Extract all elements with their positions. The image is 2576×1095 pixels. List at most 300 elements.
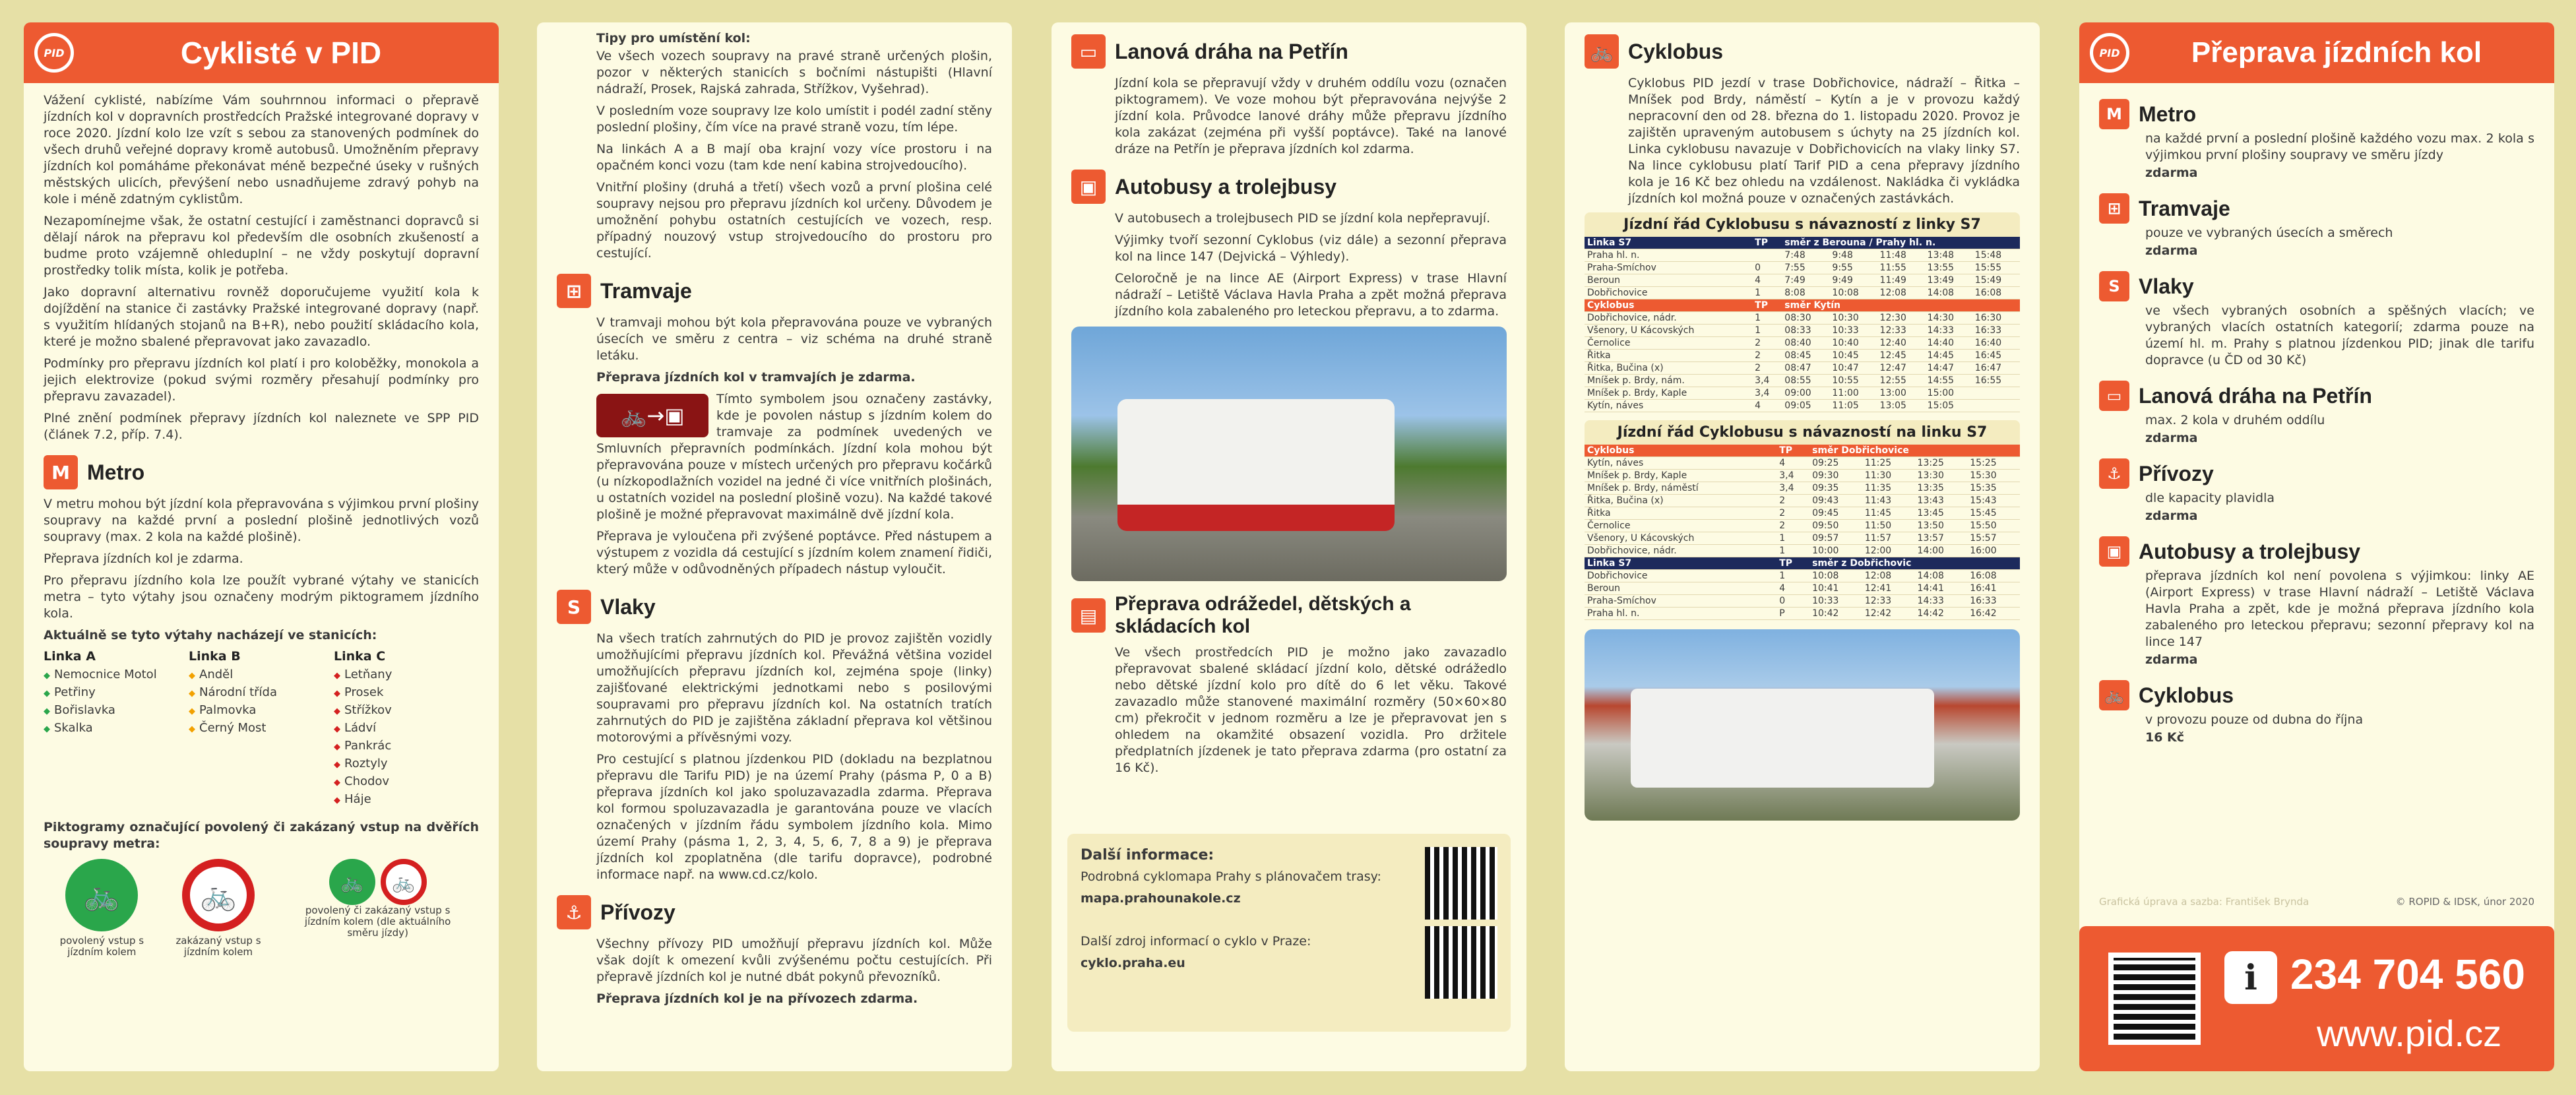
map-link[interactable]: mapa.prahounakole.cz (1081, 891, 1241, 906)
cyklo-link[interactable]: cyklo.praha.eu (1081, 956, 1185, 970)
metro-icon: M (44, 455, 78, 489)
timetable-cell: 16:40 (1972, 337, 2020, 350)
timetable-cell: Mníšek p. Brdy, nám. (1585, 375, 1752, 387)
tips-text-3: Na linkách A a B mají oba krajní vozy více prostoru i na opačném konci vozu (tam kde není kabina strojvedoucího). (596, 142, 992, 173)
timetable-cell: 14:33 (1925, 325, 1972, 337)
bicycle-forbidden-small-icon: 🚲 (381, 859, 427, 905)
more-info-title: Další informace: (1081, 847, 1214, 863)
line-a-station: ◆ Petřiny (44, 684, 189, 702)
timetable-cell: 1 (1752, 325, 1782, 337)
timetable-cell: 3,4 (1752, 387, 1782, 400)
timetable-cell: 2 (1752, 362, 1782, 375)
timetable-cell: 13:35 (1915, 482, 1968, 495)
line-c-station: ◆ Roztyly (334, 755, 479, 773)
timetable-cell: 0 (1752, 262, 1782, 274)
summary-item (2099, 458, 2534, 524)
panel-cyklobus (1565, 22, 2040, 1071)
metro-text-3: Pro přepravu jízdního kola lze použít vybrané výtahy ve stanicích metra – tyto výtahy jsou označeny modrým piktogramem jízdního kola. (44, 573, 479, 621)
timetable-header (1585, 299, 2020, 312)
timetable-row (1585, 608, 2020, 620)
qr-code-pid (2108, 953, 2201, 1045)
timetable-cell: 11:45 (1862, 507, 1915, 520)
timetable-cell: 09:45 (1809, 507, 1862, 520)
timetable-cell: 13:05 (1877, 400, 1925, 412)
timetable-cell: 15:57 (1967, 532, 2020, 545)
tram-heading: Tramvaje (600, 278, 692, 303)
timetable-cell: 16:08 (1972, 287, 2020, 299)
timetable-header-cell: Cyklobus (1585, 299, 1752, 312)
kids-heading: Přeprava odrážedel, dětských a skládacích kol (1115, 593, 1411, 637)
timetable-cell: 10:41 (1809, 582, 1862, 595)
summary-item-text: pouze ve vybraných úsecích a směrech (2145, 226, 2393, 240)
picto-allowed: 🚲 povolený vstup s jízdním kolem (59, 859, 144, 958)
timetable-cell (1752, 249, 1782, 262)
timetable-cell: 11:48 (1877, 249, 1925, 262)
summary-item-text: na každé první a poslední plošině každého vozu max. 2 kola s výjimkou první plošiny soupravy ve směru jízdy (2145, 131, 2534, 162)
timetable-cell: 4 (1752, 400, 1782, 412)
summary-item (2099, 381, 2534, 447)
timetable-cell: 13:57 (1915, 532, 1968, 545)
summary-item (2099, 680, 2534, 746)
timetable-cell: 09:25 (1809, 457, 1862, 470)
line-b-station: ◆ Anděl (189, 666, 334, 684)
timetable-cell: 13:48 (1925, 249, 1972, 262)
timetable-cell: 1 (1776, 532, 1809, 545)
train-heading: Vlaky (600, 594, 656, 619)
timetable-cell: 11:35 (1862, 482, 1915, 495)
timetable-cell: Dobřichovice, nádr. (1585, 545, 1776, 557)
summary-item (2099, 271, 2534, 369)
credit-text: Grafická úprava a sazba: František Brynda (2099, 896, 2309, 908)
timetable-cell: Praha hl. n. (1585, 249, 1752, 262)
timetable-row (1585, 312, 2020, 325)
timetable-cell: 09:30 (1809, 470, 1862, 482)
timetable-cell: 7:49 (1782, 274, 1829, 287)
timetable-cell: 16:33 (1972, 325, 2020, 337)
timetable-header (1585, 557, 2020, 570)
timetable-cell: 15:05 (1925, 400, 1972, 412)
more-info-text-2: Další zdroj informací o cyklo v Praze: (1081, 934, 1311, 949)
timetable-cell: 13:45 (1915, 507, 1968, 520)
timetable-cell: 11:43 (1862, 495, 1915, 507)
funicular-heading: Lanová dráha na Petřín (1115, 39, 1348, 63)
timetable-cell: 11:00 (1829, 387, 1877, 400)
timetable-cell: 10:33 (1829, 325, 1877, 337)
timetable-cell: 09:05 (1782, 400, 1829, 412)
timetable-header (1585, 445, 2020, 457)
timetable-cell: Řitka, Bučina (x) (1585, 362, 1752, 375)
timetable-cell: 12:41 (1862, 582, 1915, 595)
timetable-cell: 15:48 (1972, 249, 2020, 262)
timetable-cell: 16:33 (1967, 595, 2020, 608)
timetable-cell: Kytín, náves (1585, 457, 1776, 470)
funicular-icon: ▭ (1071, 34, 1106, 69)
timetable-cell: 3,4 (1776, 470, 1809, 482)
summary-item-fare: 16 Kč (2145, 730, 2185, 745)
ferry-icon: ⚓ (557, 895, 591, 929)
timetable-cell: 1 (1776, 545, 1809, 557)
summary-item (2099, 99, 2534, 181)
timetable-cell: Mníšek p. Brdy, Kaple (1585, 470, 1776, 482)
summary-title: Přeprava jízdních kol (2191, 36, 2482, 69)
copyright-text: © ROPID & IDSK, únor 2020 (2395, 896, 2534, 908)
timetable-header-cell: Linka S7 (1585, 237, 1752, 249)
timetable-cell: 15:50 (1967, 520, 2020, 532)
timetable-cell: 16:30 (1972, 312, 2020, 325)
timetable-row (1585, 582, 2020, 595)
timetable-cell: 2 (1752, 337, 1782, 350)
timetable-row (1585, 495, 2020, 507)
timetable-row (1585, 350, 2020, 362)
timetable-cell: 15:35 (1967, 482, 2020, 495)
timetable-cell: 16:42 (1967, 608, 2020, 620)
timetable-cell: Řitka (1585, 350, 1752, 362)
bus-text-3: Celoročně je na lince AE (Airport Express) v trase Hlavní nádraží – Letiště Václava Havla Praha a zpět možná přeprava jízdního kola zabaleného pro leteckou přepravu, a to zdarma. (1115, 271, 1507, 319)
funicular-text: Jízdní kola se přepravují vždy v druhém oddílu vozu (označen piktogramem). Ve voze mohou být přepravována nejvýše 2 jízdní kola. Průvodce lanové dráhy může přepravu jízdního kola zakázat (zejména při vyšší poptávce). Také na lanové dráze na Petřín je přeprava jízdních kol zdarma. (1115, 76, 1507, 156)
panel-rules (537, 22, 1012, 1071)
timetable-cell: 14:00 (1915, 545, 1968, 557)
timetable-cell: 7:55 (1782, 262, 1829, 274)
summary-item-fare: zdarma (2145, 509, 2198, 523)
tips-text-4: Vnitřní plošiny (druhá a třetí) všech vozů a první plošina celé soupravy nejsou pro přepravu jízdních kol určeny. Důvodem je umožnění pohybu ostatních cestujících ve vozech, resp. případný nouzový vstup strojvedoucího do prostoru pro cestující. (596, 180, 992, 261)
timetable-cell: Kytín, náves (1585, 400, 1752, 412)
timetable-cell: 15:25 (1967, 457, 2020, 470)
timetable-cell: 09:57 (1809, 532, 1862, 545)
timetable-cell: 10:00 (1809, 545, 1862, 557)
panel-funicular-bus (1052, 22, 1526, 1071)
timetable-cell: 12:33 (1877, 325, 1925, 337)
timetable-header-cell: Cyklobus (1585, 445, 1776, 457)
tram-text-4: Přeprava je vyloučena při zvýšené poptávce. Před nástupem a výstupem z vozidla dá cestující s jízdním kolem znamení řidiči, který může v odůvodněných případech nástup vyloučit. (596, 529, 992, 577)
line-c-station: ◆ Střížkov (334, 702, 479, 720)
timetable-cell: 13:49 (1925, 274, 1972, 287)
panel-summary (2079, 22, 2554, 1071)
summary-item-icon: ▭ (2099, 381, 2129, 411)
lifts-title: Aktuálně se tyto výtahy nacházejí ve stanicích: (44, 628, 377, 642)
metro-text-2: Přeprava jízdních kol je zdarma. (44, 551, 243, 566)
timetable-cell: 16:55 (1972, 375, 2020, 387)
tram-text-1: V tramvaji mohou být kola přepravována pouze ve vybraných úsecích ve směru z centra – viz schéma na druhé straně letáku. (596, 315, 992, 363)
timetable-cell: P (1776, 608, 1809, 620)
line-c-station: ◆ Prosek (334, 684, 479, 702)
timetable-row (1585, 274, 2020, 287)
timetable-cell: Černolice (1585, 520, 1776, 532)
line-c-station: ◆ Letňany (334, 666, 479, 684)
timetable-cell: 08:55 (1782, 375, 1829, 387)
summary-item-fare: zdarma (2145, 243, 2198, 258)
timetable-cell: 08:40 (1782, 337, 1829, 350)
timetable-cell: Dobřichovice, nádr. (1585, 312, 1752, 325)
timetable-cell: 3,4 (1752, 375, 1782, 387)
timetable-header-cell: TP (1752, 299, 1782, 312)
timetable-row (1585, 249, 2020, 262)
pid-logo-2: PID (2090, 33, 2129, 73)
timetable-cell: 08:47 (1782, 362, 1829, 375)
timetable-cell: 14:08 (1925, 287, 1972, 299)
metro-text-1: V metru mohou být jízdní kola přepravována s výjimkou první plošiny soupravy na každé první a poslední plošině jednotlivých vozů soupravy (max. 2 kola na každé plošině). (44, 497, 479, 544)
cyklobus-illustration (1631, 689, 1934, 788)
timetable-header (1585, 237, 2020, 249)
timetable-1-title: Jízdní řád Cyklobusu s návazností z linky S7 (1585, 212, 2020, 237)
website-link[interactable]: www.pid.cz (2317, 1013, 2502, 1054)
timetable-cell: 13:43 (1915, 495, 1968, 507)
bus-photo (1071, 327, 1507, 581)
timetable-cell: 13:50 (1915, 520, 1968, 532)
timetable-cell: 12:33 (1862, 595, 1915, 608)
timetable-cell (1972, 387, 2020, 400)
line-c-name: Linka C (334, 649, 386, 664)
timetable-cell: 11:30 (1862, 470, 1915, 482)
timetable-cell: 11:57 (1862, 532, 1915, 545)
timetable-cell: 11:49 (1877, 274, 1925, 287)
timetable-cell: Všenory, U Kácovských (1585, 325, 1752, 337)
text-p4: Podmínky pro přepravu jízdních kol platí i pro koloběžky, monokola a jejich elektrovize (pokud svými rozměry přesahují podmínky pro přepravu zavazadel). (44, 356, 479, 404)
timetable-row (1585, 595, 2020, 608)
timetable-cell: 14:45 (1925, 350, 1972, 362)
line-b-station: ◆ Černý Most (189, 720, 334, 737)
line-a-station: ◆ Bořislavka (44, 702, 189, 720)
timetable-cell: 14:40 (1925, 337, 1972, 350)
line-c-station: ◆ Chodov (334, 773, 479, 791)
timetable-cell: Mníšek p. Brdy, náměstí (1585, 482, 1776, 495)
banner-summary (2079, 22, 2554, 83)
cyklobus-photo (1585, 629, 2020, 821)
timetable-cell: 09:00 (1782, 387, 1829, 400)
bus-heading: Autobusy a trolejbusy (1115, 174, 1337, 199)
more-info-text-1: Podrobná cyklomapa Prahy s plánovačem trasy: (1081, 869, 1381, 884)
timetable-cell: 09:35 (1809, 482, 1862, 495)
timetable-cell: 2 (1752, 350, 1782, 362)
timetable-header-cell: směr z Berouna / Prahy hl. n. (1782, 237, 2020, 249)
ferry-text-1: Všechny přívozy PID umožňují přepravu jízdních kol. Může však dojít k omezení kvůli zvýšenému počtu cestujících. Při přepravě jízdních kol je nutné dbát pokynů převozníků. (596, 937, 992, 984)
line-a-name: Linka A (44, 649, 96, 664)
timetable-cell: 9:48 (1829, 249, 1877, 262)
timetable-row (1585, 470, 2020, 482)
timetable-cell: 13:55 (1925, 262, 1972, 274)
tram-text-2: Přeprava jízdních kol v tramvajích je zdarma. (596, 370, 916, 385)
timetable-row (1585, 387, 2020, 400)
train-text-2: Pro cestující s platnou jízdenkou PID (dokladu na bezplatnou přepravu dle Tarifu PID) je na území Prahy (pásma P, 0 a B) přeprava jízdních kol jako spoluzavazadla zdarma. Přeprava kol formou spoluzavazadla je garantována pouze ve vlacích označených v jízdním řádu symbolem jízdního kola. Mimo území Prahy (pásma 1, 2, 3, 4, 5, 6, 7, 8 a 9) je přeprava jízdních kol zpoplatněna (dle tarifu dopravce), podrobné informace např. na www.cd.cz/kolo. (596, 752, 992, 882)
timetable-header-cell: Linka S7 (1585, 557, 1776, 570)
more-info-box (1067, 834, 1511, 1032)
timetable-cell: Všenory, U Kácovských (1585, 532, 1776, 545)
picto-directional: 🚲 🚲 povolený či zakázaný vstup s jízdním kolem (dle aktuálního směru jízdy) (292, 859, 464, 958)
summary-item-text: přeprava jízdních kol není povolena s výjimkou: linky AE (Airport Express) v trase Hlavní nádraží – Letiště Václava Havla Praha a zpět, kde je možná přeprava jízdního kola zabaleného pro leteckou přepravu; sezonní přepravy kol na lince 147 (2145, 569, 2534, 649)
line-a-station: ◆ Nemocnice Motol (44, 666, 189, 684)
timetable-cell: 1 (1752, 287, 1782, 299)
timetable-cell: 4 (1752, 274, 1782, 287)
cyklobus-text: Cyklobus PID jezdí v trase Dobřichovice, nádraží – Řitka – Mníšek pod Brdy, náměstí – Kytín a je v provozu každý nepracovní den od 28. března do 1. listopadu 2020. Provoz je zajištěn upraveným autobusem s úchyty na 25 jízdních kol. Linka cyklobusu navazuje v Dobřichovicích na vlaky linky S7. Na lince cyklobusu platí Tarif PID a cena přepravy jízdního kola je 16 Kč bez ohledu na vzdálenost. Nakládka či vykládka jízdních kol možná pouze v označených zastávkách. (1628, 76, 2020, 206)
timetable-row (1585, 570, 2020, 582)
timetable-cell: 16:45 (1972, 350, 2020, 362)
timetable-header-cell: TP (1752, 237, 1782, 249)
timetable-cell: 14:55 (1925, 375, 1972, 387)
timetable-cell: Praha hl. n. (1585, 608, 1776, 620)
timetable-cell: 9:49 (1829, 274, 1877, 287)
timetable-cell: 11:05 (1829, 400, 1877, 412)
timetable-cell: 7:48 (1782, 249, 1829, 262)
timetable-cell: 12:55 (1877, 375, 1925, 387)
summary-item-fare: zdarma (2145, 166, 2198, 180)
phone-number[interactable]: 234 704 560 (2290, 951, 2525, 998)
timetable-cell: 08:33 (1782, 325, 1829, 337)
timetable-cell: Praha-Smíchov (1585, 262, 1752, 274)
timetable-cell: 10:08 (1809, 570, 1862, 582)
timetable-cell: 16:00 (1967, 545, 2020, 557)
timetable-cell: Mníšek p. Brdy, Kaple (1585, 387, 1752, 400)
summary-item-icon: ⊞ (2099, 193, 2129, 224)
timetable-cell: 15:30 (1967, 470, 2020, 482)
timetable-cell: 12:45 (1877, 350, 1925, 362)
timetable-cell: 10:30 (1829, 312, 1877, 325)
timetable-header-cell: směr z Dobřichovic (1809, 557, 2020, 570)
timetable-cell: 3,4 (1776, 482, 1809, 495)
timetable-cell: 10:42 (1809, 608, 1862, 620)
timetable-row (1585, 457, 2020, 470)
timetable-row (1585, 362, 2020, 375)
tips-title: Tipy pro umístění kol: (596, 31, 751, 46)
bus-text-2: Výjimky tvoří sezonní Cyklobus (viz dále) a sezonní přeprava kol na lince 147 (Dejvická – Výhledy). (1115, 233, 1507, 264)
line-b-station: ◆ Palmovka (189, 702, 334, 720)
timetable-header-cell: TP (1776, 557, 1809, 570)
summary-item-icon: ⚓ (2099, 458, 2129, 489)
bus-text-1: V autobusech a trolejbusech PID se jízdní kola nepřepravují. (1115, 211, 1491, 226)
timetable-cell: 13:00 (1877, 387, 1925, 400)
summary-item-fare: zdarma (2145, 431, 2198, 445)
bus-illustration (1117, 399, 1395, 531)
timetable-cell: Řitka, Bučina (x) (1585, 495, 1776, 507)
timetable-cell: 11:25 (1862, 457, 1915, 470)
timetable-cell: 14:33 (1915, 595, 1968, 608)
summary-item-heading: Lanová dráha na Petřín (2139, 383, 2372, 408)
cyklobus-icon: 🚲 (1585, 34, 1619, 69)
summary-item-heading: Vlaky (2139, 274, 2194, 298)
timetable-cell: 10:55 (1829, 375, 1877, 387)
timetable-cell: 08:30 (1782, 312, 1829, 325)
timetable-cell: 15:45 (1967, 507, 2020, 520)
contact-box (2079, 926, 2554, 1071)
timetable-cell: 11:55 (1877, 262, 1925, 274)
timetable-row (1585, 400, 2020, 412)
timetable-cell: 09:43 (1809, 495, 1862, 507)
timetable-cell: Beroun (1585, 582, 1776, 595)
summary-item-icon: 🚲 (2099, 680, 2129, 710)
timetable-cell: Černolice (1585, 337, 1752, 350)
text-p3: Jako dopravní alternativu rovněž doporučujeme využití kola k dojíždění na stanice či zastávky Pražské integrované dopravy (např. s využitím hlídaných stojanů na B+R), nebo použití skládacího kola, které je možno sbalené přepravovat jako zavazadlo. (44, 285, 479, 349)
summary-item-text: max. 2 kola v druhém oddílu (2145, 413, 2325, 427)
tram-text-3: Tímto symbolem jsou označeny zastávky, kde je povolen nástup s jízdním kolem do tramvaje za podmínek uvedených ve Smluvních přepravních podmínkách. Jízdní kola mohou být přepravována pouze v místech určených pro přepravu kočárků (u nízkopodlažních vozidel na jedné či více vnitřních plošinách, u ostatních vozidel na poslední plošině vozu). Na každé takové plošině je možné přepravovat maximálně dvě jízdní kola. (596, 392, 992, 522)
timetable-row (1585, 532, 2020, 545)
timetable-cell: 9:55 (1829, 262, 1877, 274)
bike-tram-symbol-icon: 🚲→▣ (596, 394, 708, 437)
picto-title: Piktogramy označující povolený či zakázaný vstup na dvěřích soupravy metra: (44, 820, 479, 851)
kids-text: Ve všech prostředcích PID je možno jako zavazadlo přepravovat sbalené skládací jízdní kolo, dětské odrážedlo nebo dětské jízdní kolo pro dítě do 6 let věku. Takové zavazadlo může stanovené maximální rozměry (50×60×80 cm) překročit v jednom rozměru a lze je přepravovat jen s ohledem na okamžité obsazení vozidla. Pro držitele předplatních jízdenek je tato přeprava zdarma (pro ostatní za 16 Kč). (1115, 645, 1507, 775)
luggage-icon: ▤ (1071, 598, 1106, 633)
bicycle-allowed-small-icon: 🚲 (329, 859, 375, 905)
timetable-cell: 12:08 (1862, 570, 1915, 582)
timetable-row (1585, 545, 2020, 557)
summary-item-icon: ▣ (2099, 536, 2129, 567)
line-c-station: ◆ Háje (334, 791, 479, 809)
picto-forbidden: 🚲 zakázaný vstup s jízdním kolem (175, 859, 261, 958)
line-b-name: Linka B (189, 649, 241, 664)
timetable-cell: 12:42 (1862, 608, 1915, 620)
timetable-cell: 08:45 (1782, 350, 1829, 362)
timetable-cell: 12:47 (1877, 362, 1925, 375)
bus-icon: ▣ (1071, 170, 1106, 204)
timetable-cell: 15:55 (1972, 262, 2020, 274)
timetable-cell: 12:00 (1862, 545, 1915, 557)
summary-item-heading: Autobusy a trolejbusy (2139, 539, 2361, 563)
timetable-cell: 14:42 (1915, 608, 1968, 620)
timetable-row (1585, 325, 2020, 337)
timetable-row (1585, 520, 2020, 532)
timetable-cell: Řitka (1585, 507, 1776, 520)
tips-text-1: Ve všech vozech soupravy na pravé straně určených plošin, pozor v některých stanicích s bočními nástupišti (Hlavní nádraží, Prosek, Rajská zahrada, Střížkov, Vyšehrad). (596, 49, 992, 96)
info-icon: i (2224, 951, 2277, 1004)
timetable-1 (1585, 237, 2020, 412)
timetable-cell: 12:40 (1877, 337, 1925, 350)
timetable-cell: 4 (1776, 582, 1809, 595)
metro-heading: Metro (87, 460, 145, 484)
summary-item-heading: Metro (2139, 102, 2197, 126)
line-c-station: ◆ Pankrác (334, 737, 479, 755)
summary-item-heading: Cyklobus (2139, 683, 2234, 707)
timetable-cell: 10:45 (1829, 350, 1877, 362)
summary-item-text: v provozu pouze od dubna do října (2145, 712, 2364, 727)
timetable-cell: 14:08 (1915, 570, 1968, 582)
summary-item-heading: Přívozy (2139, 461, 2214, 485)
timetable-cell: 2 (1776, 520, 1809, 532)
timetable-cell: 10:47 (1829, 362, 1877, 375)
pid-logo: PID (34, 33, 74, 73)
timetable-cell: 13:25 (1915, 457, 1968, 470)
page-title: Cyklisté v PID (180, 36, 382, 70)
panel-cyclists (24, 22, 499, 1071)
timetable-cell: 1 (1752, 312, 1782, 325)
train-icon: S (557, 590, 591, 624)
timetable-cell: 0 (1776, 595, 1809, 608)
summary-item (2099, 536, 2534, 668)
timetable-cell: 16:47 (1972, 362, 2020, 375)
timetable-cell: Dobřichovice (1585, 287, 1752, 299)
tips-text-2: V posledním voze soupravy lze kolo umístit i podél zadní stěny poslední plošiny, čím více na pravé straně vozu, tím lépe. (596, 104, 992, 135)
timetable-cell: 10:40 (1829, 337, 1877, 350)
timetable-cell: 15:00 (1925, 387, 1972, 400)
summary-item-icon: M (2099, 99, 2129, 129)
timetable-row (1585, 287, 2020, 299)
timetable-cell: 1 (1776, 570, 1809, 582)
timetable-row (1585, 262, 2020, 274)
line-c-station: ◆ Ládví (334, 720, 479, 737)
timetable-cell: 10:08 (1829, 287, 1877, 299)
timetable-row (1585, 337, 2020, 350)
train-text-1: Na všech tratích zahrnutých do PID je provoz zajištěn vozidly umožňujícími přepravu jízdních kol. Převážná většina vozidel umožňujících přepravu jízdních kol, zejména spoje (linky) zajišťované elektrickými jednotkami nebo s posilovými soupravami pro přepravu jízdních kol. Na ostatních tratích zahrnutých do PID je zajištěna základní přeprava kol většinou motorovými a přívěsnými vozy. (596, 631, 992, 745)
timetable-cell (1972, 400, 2020, 412)
timetable-cell: 15:43 (1967, 495, 2020, 507)
timetable-header-cell: TP (1776, 445, 1809, 457)
timetable-2 (1585, 445, 2020, 620)
banner-cyclists (24, 22, 499, 83)
timetable-cell: 2 (1776, 495, 1809, 507)
intro-text: Vážení cyklisté, nabízíme Vám souhrnnou informaci o přepravě jízdních kol v dopravních prostředcích Pražské integrované dopravy v roce 2020. Jízdní kolo lze vzít s sebou za stanovených podmínek do všech druhů veřejné dopravy kromě autobusů. Umožněním přepravy jízdních kol pomáháme překonávat méně bezpečné úseky v rušných městských ulicích, převýšení nebo usnadňujeme zdravý pohyb na kole i méně zdatným cyklistům. (44, 93, 479, 206)
timetable-cell: 15:49 (1972, 274, 2020, 287)
timetable-cell: 12:08 (1877, 287, 1925, 299)
timetable-2-title: Jízdní řád Cyklobusu s návazností na linku S7 (1585, 420, 2020, 445)
timetable-cell: 16:41 (1967, 582, 2020, 595)
cyklobus-heading: Cyklobus (1628, 39, 1724, 63)
timetable-cell: 14:41 (1915, 582, 1968, 595)
